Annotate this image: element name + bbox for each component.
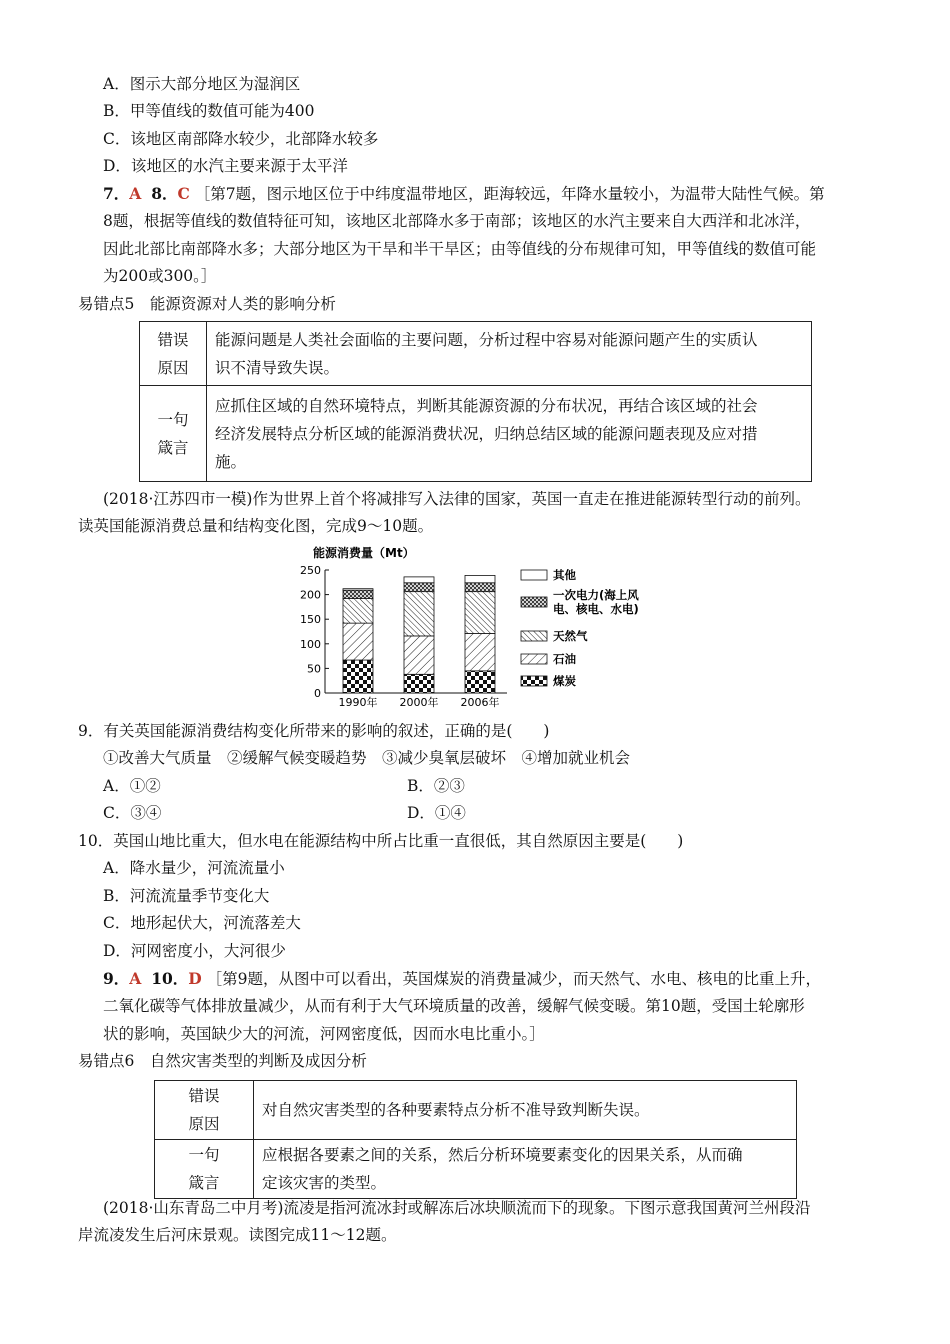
y-tick-label: 0: [314, 687, 321, 700]
q8-number: 8．: [151, 184, 178, 203]
point5-error-header-1: 错误: [157, 330, 189, 349]
intro-11-12-line2: 岸流凌发生后河床景观。读图完成11～12题。: [78, 1226, 397, 1244]
point5-error-header-2: 原因: [157, 358, 189, 377]
energy-consumption-chart: [295, 540, 665, 712]
chart-title: 能源消费量（Mt）: [313, 546, 415, 560]
point5-tip-header: [140, 386, 207, 482]
q7-number: 7．: [103, 184, 130, 203]
bar-other-2: [465, 575, 495, 582]
answer-7-8-line1: [103, 183, 825, 205]
q9-option-c: C．③④: [103, 804, 162, 822]
legend-coal-label: 煤炭: [553, 674, 576, 688]
bar-primary-electricity-2: [465, 583, 495, 592]
point5-title: 易错点5 能源资源对人类的影响分析: [78, 295, 336, 313]
legend-gas-swatch: [521, 631, 547, 641]
bar-gas-1: [404, 592, 434, 636]
y-tick-label: 200: [300, 588, 321, 602]
q9-items: ①改善大气质量 ②缓解气候变暖趋势 ③减少臭氧层破坏 ④增加就业机会: [103, 749, 631, 767]
point6-error-header-2: 原因: [188, 1115, 220, 1133]
q6-option-d: D．该地区的水汽主要来源于太平洋: [103, 157, 348, 175]
answer-9-10-line2: 二氧化碳等气体排放量减少，从而有利于大气环境质量的改善，缓解气候变暖。第10题，受国土轮廓形: [103, 997, 805, 1015]
q7-answer: A: [129, 184, 142, 203]
point5-tip-line1: 应抓住区域的自然环境特点，判断其能源资源的分布状况，再结合该区域的社会: [215, 396, 758, 415]
answer-7-8-line3: 因此北部比南部降水多；大部分地区为干旱和半干旱区；由等值线的分布规律可知，甲等值线的数值可能: [103, 240, 817, 258]
point6-tip-line1: 应根据各要素之间的关系，然后分析环境要素变化的因果关系，从而确: [262, 1146, 743, 1164]
point5-error-content: [207, 322, 812, 386]
answer-7-8-line2: 8题，根据等值线的数值特征可知，该地区北部降水多于南部；该地区的水汽主要来自大西洋和北冰洋，: [103, 212, 811, 230]
legend-other-label: 其他: [553, 568, 576, 582]
point6-error-content: [254, 1081, 797, 1140]
point6-table: [154, 1080, 797, 1199]
point6-error-header: [155, 1081, 254, 1140]
point6-error-line1: 对自然灾害类型的各种要素特点分析不准导致判断失误。: [262, 1101, 650, 1119]
bar-primary-electricity-1: [404, 583, 434, 592]
bar-oil-2: [465, 633, 495, 670]
bar-other-0: [343, 589, 373, 590]
point6-tip-header-1: 一句: [188, 1146, 220, 1164]
q9-option-d: D．①④: [407, 804, 466, 822]
legend-oil-swatch: [521, 654, 547, 664]
y-tick-label: 250: [300, 564, 321, 577]
point6-title: 易错点6 自然灾害类型的判断及成因分析: [78, 1052, 367, 1070]
bar-primary-electricity-0: [343, 590, 373, 598]
point5-tip-header-1: 一句: [157, 410, 189, 429]
point5-error-line1: 能源问题是人类社会面临的主要问题，分析过程中容易对能源问题产生的实质认: [215, 330, 758, 349]
legend-coal-swatch: [521, 676, 547, 686]
bar-oil-1: [404, 636, 434, 674]
y-tick-label: 100: [300, 637, 321, 651]
bar-other-1: [404, 577, 434, 583]
bar-coal-0: [343, 660, 373, 693]
x-tick-label: 2000年: [399, 696, 439, 709]
point5-tip-line3: 施。: [215, 452, 247, 471]
legend-gas-label: 天然气: [553, 629, 588, 643]
chart-legend: [521, 568, 639, 688]
point6-tip-line2: 定该灾害的类型。: [262, 1174, 387, 1192]
bar-gas-0: [343, 599, 373, 624]
q10-option-c: C．地形起伏大，河流落差大: [103, 914, 301, 932]
q8-answer: C: [177, 184, 190, 203]
q10-option-d: D．河网密度小，大河很少: [103, 942, 286, 960]
legend-primary-electricity-label: 电、核电、水电): [553, 602, 639, 616]
bar-coal-2: [465, 671, 495, 693]
point5-tip-content: [207, 386, 812, 482]
point6-tip-header-2: 箴言: [188, 1174, 220, 1192]
point6-error-header-1: 错误: [188, 1087, 220, 1105]
bar-coal-1: [404, 674, 434, 693]
q10-stem: 10．英国山地比重大，但水电在能源结构中所占比重一直很低，其自然原因主要是( ): [78, 832, 684, 850]
legend-other-swatch: [521, 570, 547, 580]
point5-tip-header-2: 箴言: [157, 438, 189, 457]
answer-9-10-line1: [103, 968, 821, 990]
q9-answer: A: [129, 969, 142, 988]
x-tick-label: 1990年: [338, 696, 378, 709]
bar-gas-2: [465, 592, 495, 634]
q9-option-b: B．②③: [407, 777, 465, 795]
q9-option-a: A．①②: [103, 777, 161, 795]
point6-tip-header: [155, 1140, 254, 1199]
chart-bars: [339, 575, 500, 709]
y-tick-label: 150: [300, 613, 321, 627]
legend-primary-electricity-swatch: [521, 597, 547, 607]
x-tick-label: 2006年: [460, 696, 500, 709]
q10-option-a: A．降水量少，河流流量小: [103, 859, 285, 877]
point5-tip-line2: 经济发展特点分析区域的能源消费状况，归纳总结区域的能源问题表现及应对措: [215, 424, 758, 443]
intro-9-10-line1: (2018·江苏四市一模)作为世界上首个将减排写入法律的国家，英国一直走在推进能源转型行动的前列。: [103, 490, 811, 508]
point5-table: [139, 321, 812, 482]
point6-tip-content: [254, 1140, 797, 1199]
answer-7-8-line4: 为200或300。］: [103, 267, 217, 285]
q9-stem: 9．有关英国能源消费结构变化所带来的影响的叙述，正确的是( ): [78, 722, 550, 740]
legend-primary-electricity-label: 一次电力(海上风: [553, 588, 639, 602]
point5-error-header: [140, 322, 207, 386]
intro-9-10-line2: 读英国能源消费总量和结构变化图，完成9～10题。: [78, 517, 434, 535]
y-tick-label: 50: [307, 662, 321, 676]
q10-option-b: B．河流流量季节变化大: [103, 887, 270, 905]
q6-option-a: A．图示大部分地区为湿润区: [103, 75, 301, 93]
answer-9-10-line3: 状的影响，英国缺少大的河流，河网密度低，因而水电比重小。］: [103, 1025, 545, 1043]
q6-option-b: B．甲等值线的数值可能为400: [103, 102, 315, 120]
bar-oil-0: [343, 623, 373, 660]
point5-error-line2: 识不清导致失误。: [215, 358, 340, 377]
q6-option-c: C．该地区南部降水较少，北部降水较多: [103, 130, 379, 148]
q10-answer: D: [188, 969, 202, 988]
q9-number: 9．: [103, 969, 130, 988]
answer-7-8-text1: ［第7题，图示地区位于中纬度温带地区，距海较远，年降水量较小，为温带大陆性气候。第: [194, 185, 825, 203]
intro-11-12-line1: (2018·山东青岛二中月考)流凌是指河流冰封或解冻后冰块顺流而下的现象。下图示意我国黄河兰州段沿: [103, 1199, 811, 1217]
answer-9-10-text1: ［第9题，从图中可以看出，英国煤炭的消费量减少，而天然气、水电、核电的比重上升，: [206, 970, 822, 988]
q10-number: 10．: [151, 969, 189, 988]
legend-oil-label: 石油: [553, 652, 576, 666]
